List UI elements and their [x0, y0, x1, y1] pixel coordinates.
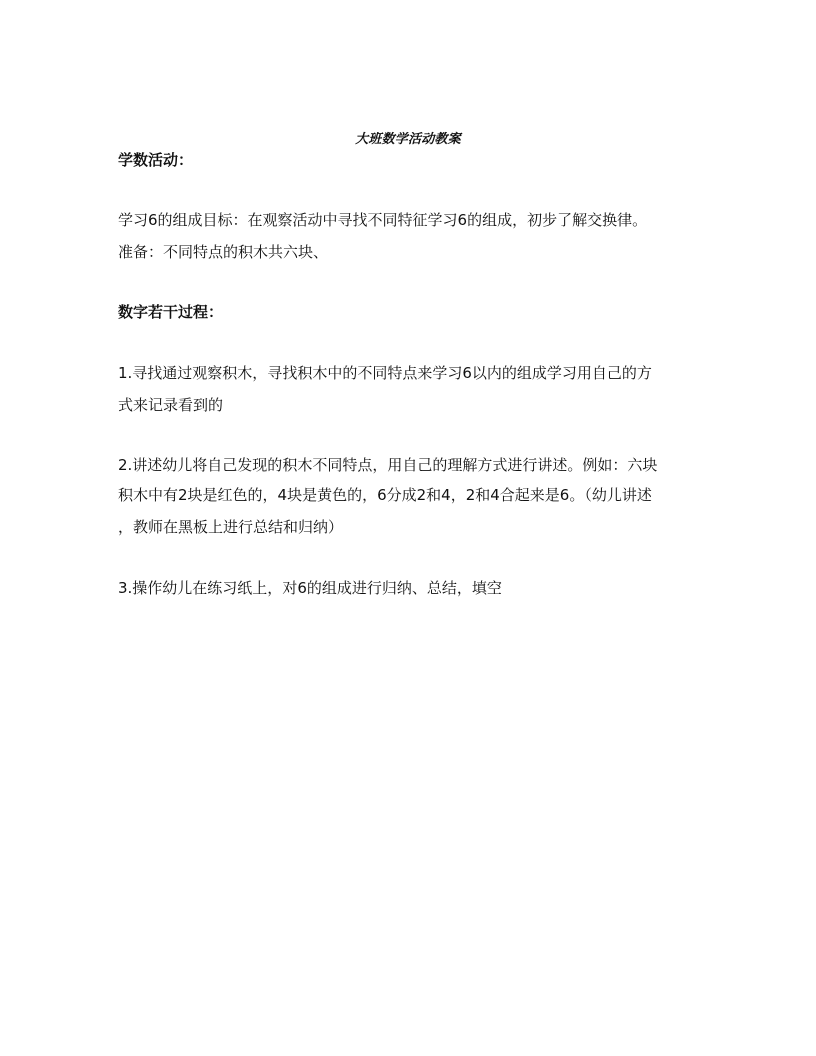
step-2-line-2: 积木中有2块是红色的，4块是黄色的，6分成2和4，2和4合起来是6。（幼儿讲述	[118, 486, 652, 504]
preparation-paragraph: 准备：不同特点的积木共六块、	[118, 243, 329, 261]
step-1-line-2: 式来记录看到的	[118, 396, 224, 414]
step-1-line-1: 1.寻找通过观察积木，寻找积木中的不同特点来学习6以内的组成学习用自己的方	[118, 364, 652, 382]
section-heading-process: 数字若干过程：	[118, 303, 224, 321]
step-2-line-3: ，教师在黑板上进行总结和归纳）	[118, 518, 344, 536]
step-2-line-1: 2.讲述幼儿将自己发现的积木不同特点，用自己的理解方式进行讲述。例如：六块	[118, 456, 658, 474]
goal-paragraph: 学习6的组成目标：在观察活动中寻找不同特征学习6的组成，初步了解交换律。	[118, 211, 648, 229]
document-title: 大班数学活动教案	[355, 132, 461, 147]
step-3-line-1: 3.操作幼儿在练习纸上，对6的组成进行归纳、总结，填空	[118, 579, 502, 597]
section-heading-activity: 学数活动：	[118, 151, 194, 169]
